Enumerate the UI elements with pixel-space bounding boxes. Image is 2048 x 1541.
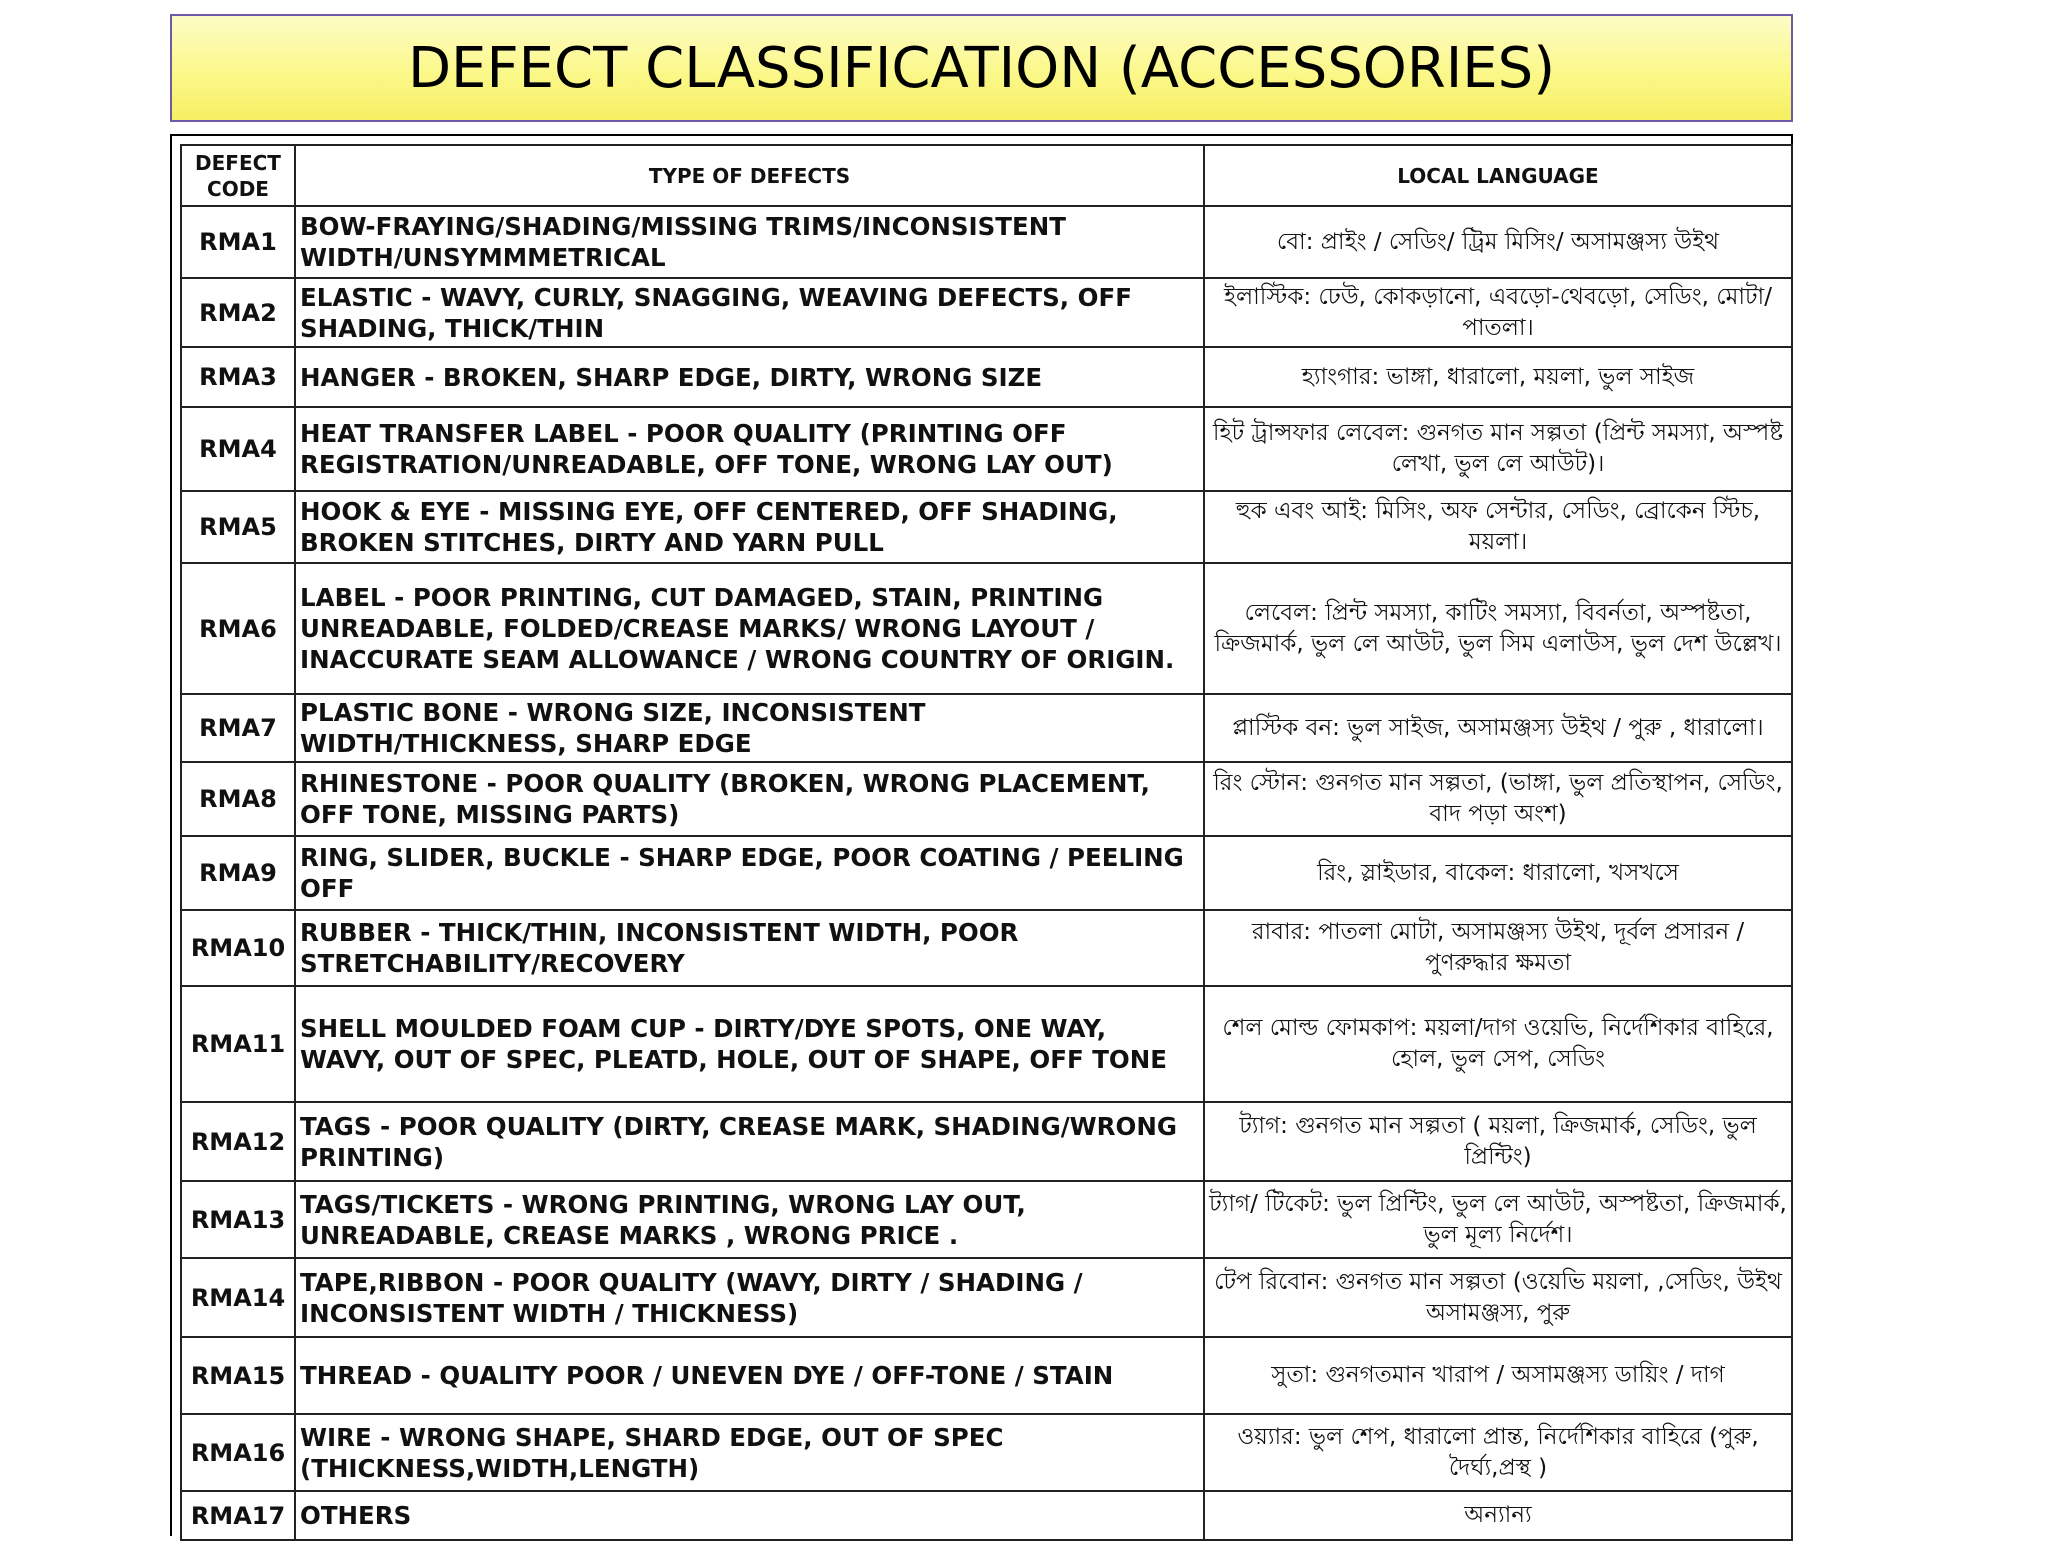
defect-local-language: হিট ট্রান্সফার লেবেল: গুনগত মান সল্পতা (প্রিন্ট সমস্যা, অস্পষ্ট লেখা, ভুল লে আউট)। <box>1204 407 1792 491</box>
defect-type: OTHERS <box>295 1491 1204 1540</box>
defect-code: RMA2 <box>181 278 295 347</box>
defect-code: RMA12 <box>181 1102 295 1181</box>
defect-local-language: ওয়্যার: ভুল শেপ, ধারালো প্রান্ত, নির্দেশিকার বাহিরে (পুরু, দৈর্ঘ্য,প্রস্থ ) <box>1204 1414 1792 1491</box>
table-row <box>181 1414 1792 1491</box>
defect-code: RMA5 <box>181 491 295 563</box>
table-header-row <box>181 145 1792 206</box>
table-row <box>181 407 1792 491</box>
defect-type: HANGER - BROKEN, SHARP EDGE, DIRTY, WRONG SIZE <box>295 347 1204 407</box>
defect-type: HOOK & EYE - MISSING EYE, OFF CENTERED, OFF SHADING, BROKEN STITCHES, DIRTY AND YARN PULL <box>295 491 1204 563</box>
page-title: DEFECT CLASSIFICATION (ACCESSORIES) <box>407 35 1556 101</box>
defect-code: RMA14 <box>181 1258 295 1337</box>
defect-type: RING, SLIDER, BUCKLE - SHARP EDGE, POOR COATING / PEELING OFF <box>295 836 1204 910</box>
header-defect-code: DEFECT CODE <box>181 145 295 206</box>
table-row <box>181 694 1792 762</box>
table-row <box>181 1258 1792 1337</box>
table-row <box>181 762 1792 836</box>
defect-code: RMA8 <box>181 762 295 836</box>
defect-type: RUBBER - THICK/THIN, INCONSISTENT WIDTH, POOR STRETCHABILITY/RECOVERY <box>295 910 1204 986</box>
table-row <box>181 278 1792 347</box>
defect-local-language: রিং স্টোন: গুনগত মান সল্পতা, (ভাঙ্গা, ভুল প্রতিস্থাপন, সেডিং, বাদ পড়া অংশ) <box>1204 762 1792 836</box>
defect-local-language: হুক এবং আই: মিসিং, অফ সেন্টার, সেডিং, ব্রোকেন স্টিচ, ময়লা। <box>1204 491 1792 563</box>
defect-type: HEAT TRANSFER LABEL - POOR QUALITY (PRINTING OFF REGISTRATION/UNREADABLE, OFF TONE, WRONG LAY OUT) <box>295 407 1204 491</box>
defect-code: RMA4 <box>181 407 295 491</box>
defect-code: RMA13 <box>181 1181 295 1258</box>
table-row <box>181 1337 1792 1414</box>
table-row <box>181 563 1792 694</box>
defect-type: SHELL MOULDED FOAM CUP - DIRTY/DYE SPOTS, ONE WAY, WAVY, OUT OF SPEC, PLEATD, HOLE, OUT OF SHAPE, OFF TONE <box>295 986 1204 1102</box>
table-row <box>181 1181 1792 1258</box>
defect-code: RMA9 <box>181 836 295 910</box>
defect-local-language: অন্যান্য <box>1204 1491 1792 1540</box>
table-row <box>181 347 1792 407</box>
title-banner <box>170 14 1793 122</box>
defect-local-language: শেল মোল্ড ফোমকাপ: ময়লা/দাগ ওয়েভি, নির্দেশিকার বাহিরে, হোল, ভুল সেপ, সেডিং <box>1204 986 1792 1102</box>
table-row <box>181 986 1792 1102</box>
header-type-of-defects: TYPE OF DEFECTS <box>295 145 1204 206</box>
defect-type: TAGS - POOR QUALITY (DIRTY, CREASE MARK, SHADING/WRONG PRINTING) <box>295 1102 1204 1181</box>
defect-code: RMA7 <box>181 694 295 762</box>
table-row <box>181 910 1792 986</box>
defect-type: TAPE,RIBBON - POOR QUALITY (WAVY, DIRTY / SHADING / INCONSISTENT WIDTH / THICKNESS) <box>295 1258 1204 1337</box>
defect-code: RMA17 <box>181 1491 295 1540</box>
table-row <box>181 836 1792 910</box>
defect-code: RMA15 <box>181 1337 295 1414</box>
defect-local-language: ট্যাগ: গুনগত মান সল্পতা ( ময়লা, ক্রিজমার্ক, সেডিং, ভুল প্রিন্টিং) <box>1204 1102 1792 1181</box>
defect-local-language: হ্যাংগার: ভাঙ্গা, ধারালো, ময়লা, ভুল সাইজ <box>1204 347 1792 407</box>
defect-type: TAGS/TICKETS - WRONG PRINTING, WRONG LAY OUT, UNREADABLE, CREASE MARKS , WRONG PRICE . <box>295 1181 1204 1258</box>
defect-local-language: ট্যাগ/ টিকেট: ভুল প্রিন্টিং, ভুল লে আউট, অস্পষ্টতা, ক্রিজমার্ক, ভুল মূল্য নির্দেশ। <box>1204 1181 1792 1258</box>
defect-local-language: রাবার: পাতলা মোটা, অসামঞ্জস্য উইথ, দূর্বল প্রসারন / পুণরুদ্ধার ক্ষমতা <box>1204 910 1792 986</box>
defect-type: RHINESTONE - POOR QUALITY (BROKEN, WRONG PLACEMENT, OFF TONE, MISSING PARTS) <box>295 762 1204 836</box>
defect-code: RMA6 <box>181 563 295 694</box>
defect-type: PLASTIC BONE - WRONG SIZE, INCONSISTENT WIDTH/THICKNESS, SHARP EDGE <box>295 694 1204 762</box>
defect-type: ELASTIC - WAVY, CURLY, SNAGGING, WEAVING DEFECTS, OFF SHADING, THICK/THIN <box>295 278 1204 347</box>
defect-local-language: প্লাস্টিক বন: ভুল সাইজ, অসামঞ্জস্য উইথ / পুরু , ধারালো। <box>1204 694 1792 762</box>
defect-type: WIRE - WRONG SHAPE, SHARD EDGE, OUT OF SPEC (THICKNESS,WIDTH,LENGTH) <box>295 1414 1204 1491</box>
defect-code: RMA1 <box>181 206 295 278</box>
defect-local-language: রিং, স্লাইডার, বাকেল: ধারালো, খসখসে <box>1204 836 1792 910</box>
table-row <box>181 206 1792 278</box>
defect-code: RMA11 <box>181 986 295 1102</box>
defect-code: RMA16 <box>181 1414 295 1491</box>
header-local-language: LOCAL LANGUAGE <box>1204 145 1792 206</box>
defect-type: LABEL - POOR PRINTING, CUT DAMAGED, STAIN, PRINTING UNREADABLE, FOLDED/CREASE MARKS/ WRONG LAYOUT / INACCURATE SEAM ALLOWANCE / WRONG COUNTRY OF ORIGIN. <box>295 563 1204 694</box>
defect-code: RMA10 <box>181 910 295 986</box>
defect-type: BOW-FRAYING/SHADING/MISSING TRIMS/INCONSISTENT WIDTH/UNSYMMMETRICAL <box>295 206 1204 278</box>
defect-local-language: লেবেল: প্রিন্ট সমস্যা, কাটিং সমস্যা, বিবর্নতা, অস্পষ্টতা, ক্রিজমার্ক, ভুল লে আউট, ভুল সিম এলাউস, ভুল দেশ উল্লেখ। <box>1204 563 1792 694</box>
table-row <box>181 1102 1792 1181</box>
defect-local-language: ইলাস্টিক: ঢেউ, কোকড়ানো, এবড়ো-থেবড়ো, সেডিং, মোটা/পাতলা। <box>1204 278 1792 347</box>
defect-local-language: টেপ রিবোন: গুনগত মান সল্পতা (ওয়েভি ময়লা, ,সেডিং, উইথ অসামঞ্জস্য, পুরু <box>1204 1258 1792 1337</box>
defect-table <box>180 144 1793 1541</box>
table-row <box>181 491 1792 563</box>
table-frame <box>170 134 1793 1536</box>
defect-local-language: বো: প্রাইং / সেডিং/ ট্রিম মিসিং/ অসামঞ্জস্য উইথ <box>1204 206 1792 278</box>
defect-code: RMA3 <box>181 347 295 407</box>
table-row <box>181 1491 1792 1540</box>
defect-type: THREAD - QUALITY POOR / UNEVEN DYE / OFF-TONE / STAIN <box>295 1337 1204 1414</box>
defect-local-language: সুতা: গুনগতমান খারাপ / অসামঞ্জস্য ডায়িং / দাগ <box>1204 1337 1792 1414</box>
